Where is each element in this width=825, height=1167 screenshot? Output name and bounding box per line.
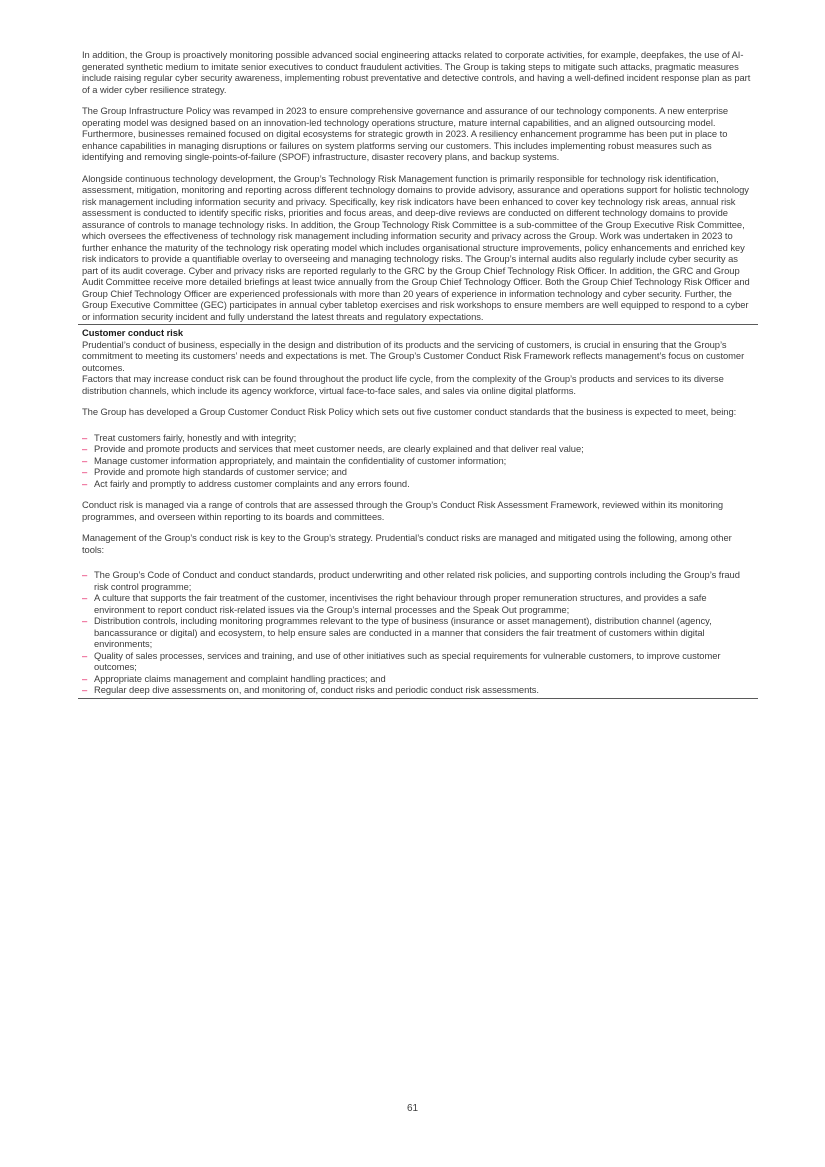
list-item-text: The Group’s Code of Conduct and conduct standards, product underwriting and other related risk policies, and supporting controls including the Group’s fraud risk control programme; bbox=[94, 569, 740, 592]
paragraph-conduct-of-business: Prudential’s conduct of business, especially in the design and distribution of its products and the servicing of customers, is crucial in ensuring that the Group’s commitment to meeting its customers’ needs and expectations is met. The Group’s Customer Conduct Risk Framework reflects management’s focus on customer outcomes. bbox=[82, 338, 745, 373]
dash-bullet: – bbox=[82, 672, 88, 684]
conduct-tools-list bbox=[82, 569, 754, 696]
list-item-text: Regular deep dive assessments on, and monitoring of, conduct risks and periodic conduct risk assessments. bbox=[94, 684, 539, 695]
list-item bbox=[82, 432, 754, 444]
list-item bbox=[82, 569, 754, 592]
dash-bullet: – bbox=[82, 569, 88, 580]
list-item-text: Provide and promote high standards of customer service; and bbox=[94, 466, 347, 477]
paragraph-infrastructure-policy: The Group Infrastructure Policy was revamped in 2023 to ensure comprehensive governance and assurance of our technology components. A new enterprise operating model was designed based on an innovation-led technology operations structure, mature internal capabilities, and an aligned outsourcing model. Furthermore, businesses remained focused on digital ecosystems for strategic growth in 2023. A resiliency enhancement programme has been put in place to enhance capabilities in managing disruptions or failures on system platforms serving our customers. This includes implementing robust measures such as identifying and removing single-points-of-failure (SPOF) infrastructure, disaster recovery plans, and backup systems. bbox=[82, 105, 729, 162]
list-item bbox=[82, 650, 754, 673]
dash-bullet: – bbox=[82, 431, 88, 443]
list-item bbox=[82, 466, 754, 478]
section-divider-bottom bbox=[78, 698, 758, 699]
list-item-text: Distribution controls, including monitoring programmes relevant to the type of business (insurance or asset management), distribution channel (agency, bancassurance or digital) and ecosystem, to help ensure sales are conducted in a manner that considers the fair treatment of customers within digital environments; bbox=[94, 615, 712, 649]
list-item-text: Act fairly and promptly to address customer complaints and any errors found. bbox=[94, 477, 410, 489]
list-item bbox=[82, 615, 754, 650]
dash-bullet: – bbox=[82, 466, 88, 477]
list-item bbox=[82, 455, 754, 467]
paragraph-conduct-controls: Conduct risk is managed via a range of controls that are assessed through the Group’s Conduct Risk Assessment Framework, reviewed within its monitoring programmes, and overseen within reporting to its boards and committees. bbox=[82, 499, 724, 522]
list-item-text: Manage customer information appropriately, and maintain the confidentiality of customer information; bbox=[94, 454, 507, 466]
paragraph-conduct-management: Management of the Group’s conduct risk is key to the Group’s strategy. Prudential’s conduct risks are managed and mitigated using the following, among other tools: bbox=[82, 532, 732, 555]
dash-bullet: – bbox=[82, 684, 88, 695]
dash-bullet: – bbox=[82, 454, 88, 466]
list-item-text: Treat customers fairly, honestly and with integrity; bbox=[94, 431, 297, 443]
conduct-standards-list bbox=[82, 432, 754, 490]
list-item-text: Appropriate claims management and complaint handling practices; and bbox=[94, 672, 386, 684]
page-number: 61 bbox=[406, 1103, 419, 1114]
section-heading: Customer conduct risk bbox=[82, 327, 184, 338]
list-item bbox=[82, 684, 754, 696]
page-content bbox=[82, 49, 754, 699]
paragraph-social-engineering: In addition, the Group is proactively monitoring possible advanced social engineering attacks related to corporate activities, for example, deepfakes, the use of AI-generated synthetic medium to imitate senior executives to conduct fraudulent activities. The Group is taking steps to mitigate such attacks, pragmatic measures include raising regular cyber security awareness, implementing robust preventative and detective controls, and having a well-defined incident response plan as part of a wider cyber resilience strategy. bbox=[82, 49, 751, 95]
list-item-text: A culture that supports the fair treatment of the customer, incentivises the right behaviour through proper remuneration structures, and provides a safe environment to report conduct risk-related issues via the Group’s internal processes and the Speak Out programme; bbox=[94, 592, 707, 615]
list-item bbox=[82, 478, 754, 490]
list-item bbox=[82, 592, 754, 615]
list-item bbox=[82, 443, 754, 455]
paragraph-conduct-policy: The Group has developed a Group Customer Conduct Risk Policy which sets out five customer conduct standards that the business is expected to meet, being: bbox=[82, 406, 737, 417]
list-item-text: Quality of sales processes, services and training, and use of other initiatives such as special requirements for vulnerable customers, to improve customer outcomes; bbox=[94, 649, 721, 672]
customer-conduct-risk-section bbox=[82, 325, 754, 696]
list-item-text: Provide and promote products and services that meet customer needs, are clearly explained and that deliver real value; bbox=[94, 443, 584, 454]
dash-bullet: – bbox=[82, 615, 88, 626]
dash-bullet: – bbox=[82, 592, 88, 603]
paragraph-technology-risk-management: Alongside continuous technology development, the Group’s Technology Risk Management function is primarily responsible for technology risk identification, assessment, mitigation, monitoring and reporting across different technology domains to provide advisory, assurance and operations support for holistic technology risk management including information security and privacy. Specifically, key risk indicators have been enhanced to cover key technology risk areas, annual risk assessment is conducted to identify specific risks, priorities and focus areas, and deep-dive reviews are conducted on different technology domains to provide assurance of controls to manage technology risks. In addition, the Group Technology Risk Committee is a sub-committee of the Group Executive Risk Committee, which oversees the effectiveness of technology risk management including information security and privacy across the Group. Work was undertaken in 2023 to further enhance the maturity of the technology risk operating model which includes organisational structure improvements, policy enhancements and enriched key risk indicators to provide a quantifiable overlay to overseeing and managing technology risks. The Group’s internal audits also regularly include cyber security as part of its audit coverage. Cyber and privacy risks are reported regularly to the GRC by the Group Chief Technology Risk Officer. In addition, the GRC and Group Audit Committee receive more detailed briefings at least twice annually from the Group Chief Technology Officer. Both the Group Chief Technology Risk Officer and Group Chief Technology Officer are experienced professionals with more than 20 years of experience in information technology and cyber security. Further, the Group Executive Committee (GEC) participates in annual cyber tabletop exercises and risk workshops to ensure members are well equipped to respond to a cyber or information security incident and fully understand the latest threats and regulatory expectations. bbox=[82, 172, 750, 322]
dash-bullet: – bbox=[82, 443, 88, 454]
dash-bullet: – bbox=[82, 477, 88, 489]
paragraph-conduct-risk-factors: Factors that may increase conduct risk can be found throughout the product life cycle, from the complexity of the Group’s products and services to its diverse distribution channels, which include its agency workforce, virtual face-to-face sales, and sales via online digital platforms. bbox=[82, 373, 724, 396]
dash-bullet: – bbox=[82, 649, 88, 661]
list-item bbox=[82, 673, 754, 685]
